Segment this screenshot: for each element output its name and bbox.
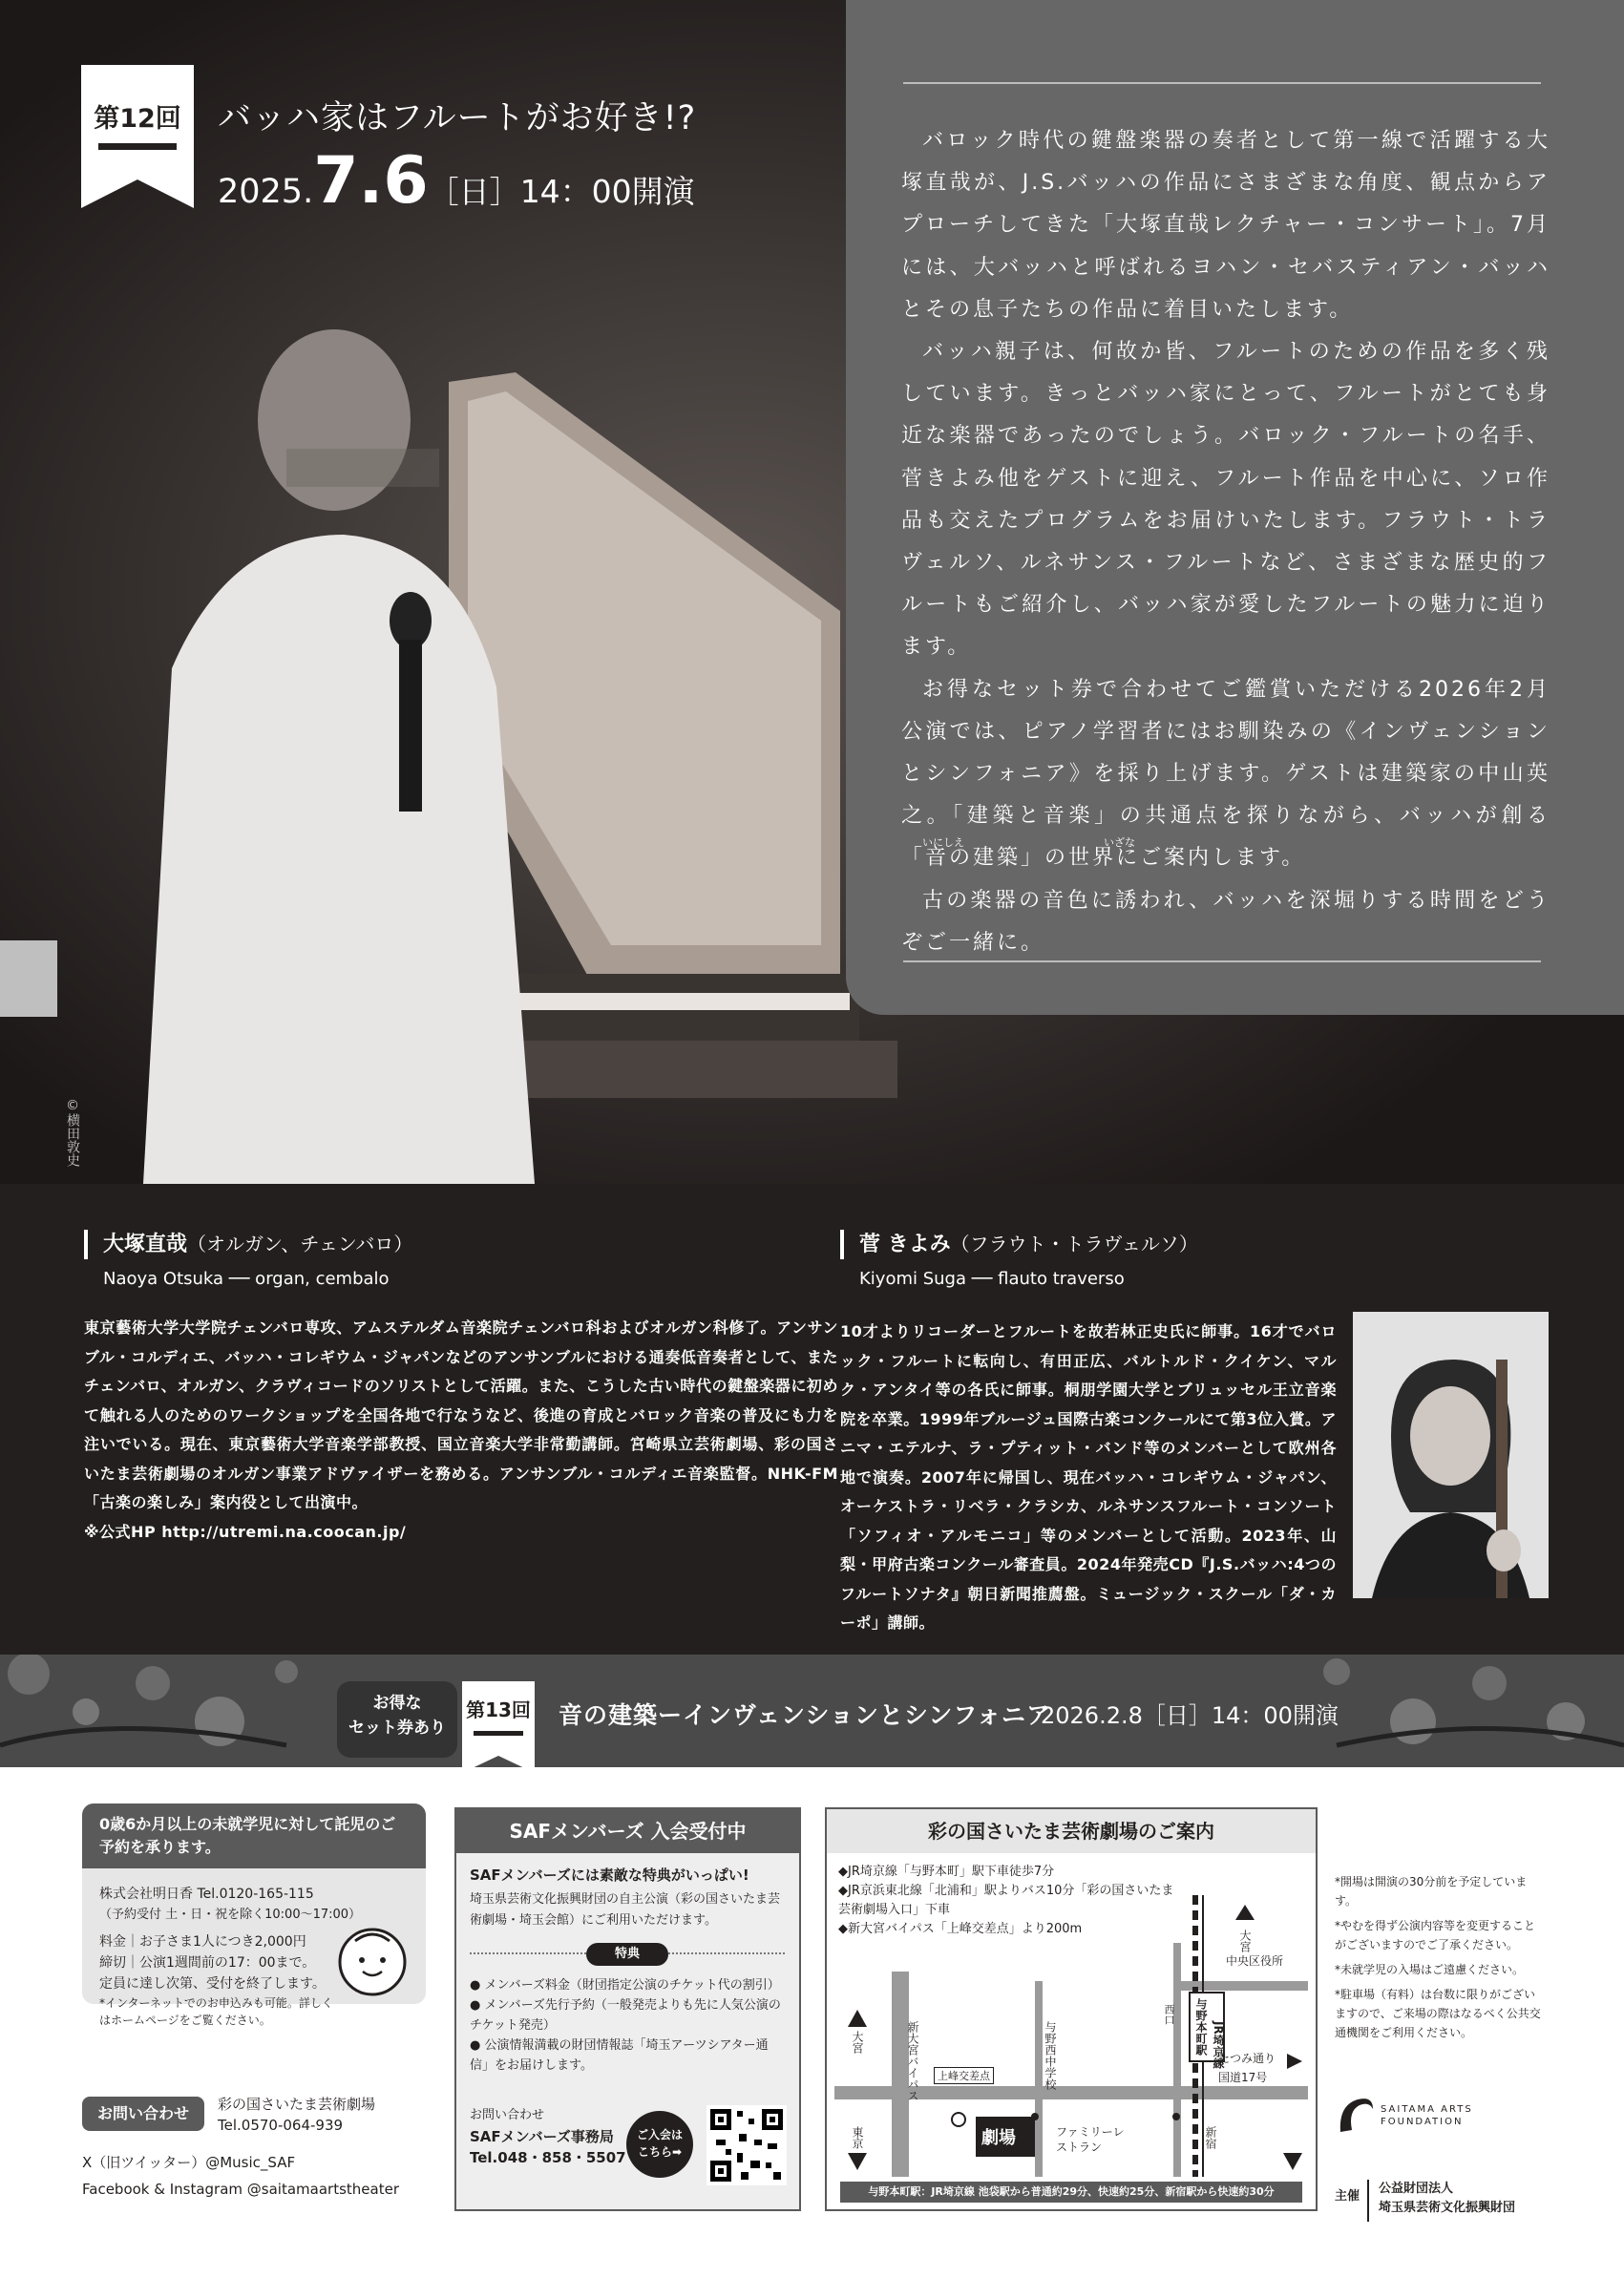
map-label-station: 与野本町駅 xyxy=(1194,1998,1208,2056)
notes xyxy=(1335,1872,1545,2042)
saf-contact xyxy=(470,2105,626,2168)
qr-code-icon[interactable] xyxy=(707,2105,787,2185)
baby-face-icon xyxy=(336,1926,409,1998)
map-label-tokyo: 東京 xyxy=(851,2126,864,2149)
profile-otsuka-name: 大塚直哉 xyxy=(103,1233,188,1256)
saf-contact-tel: Tel.048・858・5507 xyxy=(470,2149,626,2166)
suga-portrait-photo xyxy=(1353,1312,1549,1598)
map-label-omiya-west: 大宮 xyxy=(851,2031,864,2054)
paragraph-1: バロック時代の鍵盤楽器の奏者として第一線で活躍する大塚直哉が、J.S.バッハの作品にさまざまな角度、観点からアプローチしてきた「大塚直哉レクチャー・コンサート」。7月には、大バッハと呼ばれるヨハン・セバスティアン・バッハとその息子たちの作品に着目いたします。 xyxy=(901,129,1550,322)
contact-org: 彩の国さいたま芸術劇場 xyxy=(218,2096,376,2113)
episode-number: 第12回 xyxy=(94,104,181,134)
map-label-omiya-north: 大宮 xyxy=(1238,1930,1252,1952)
x-account[interactable]: X（旧ツイッター）@Music_SAF xyxy=(82,2154,296,2171)
panel-top-rule xyxy=(903,82,1541,84)
set-ticket-badge xyxy=(337,1681,457,1758)
profile-otsuka-name-en: Naoya Otsuka ── organ, cembalo xyxy=(103,1269,390,1289)
profile-otsuka-bio: 東京藝術大学大学院チェンバロ専攻、アムステルダム音楽院チェンバロ科およびオルガン科修了。アンサンブル・コルディエ、バッハ・コレギウム・ジャパンなどのアンサンブルにおける通奏低音奏者として、またチェンバロ、オルガン、クラヴィコードのソリストとして活躍。また、こうした古い時代の鍵盤楽器に初めて触れる人のためのワークショップを全国各地で行なうなど、後進の育成とバロック音楽の普及にも力を注いでいる。現在、東京藝術大学音楽学部教授、国立音楽大学非常勤講師。宮崎県立芸術劇場、彩の国さいたま芸術劇場のオルガン事業アドヴァイザーを務める。アンサンブル・コルディエ音楽監督。NHK-FM「古楽の楽しみ」案内役として出演中。 xyxy=(84,1318,838,1511)
map-label-route17: 国道17号 xyxy=(1218,2071,1268,2084)
saf-perk-3-text: 公演情報満載の財団情報誌「埼玉アーツシアター通信」をお届けします。 xyxy=(470,2038,769,2073)
map-label-tatsumi: たつみ通り xyxy=(1218,2052,1276,2065)
profile-suga-heading xyxy=(840,1230,1337,1259)
profile-otsuka-website: ※公式HP http://utremi.na.coocan.jp/ xyxy=(84,1522,407,1541)
map-label-kamimine: 上峰交差点 xyxy=(934,2067,994,2084)
social-links xyxy=(82,2149,399,2203)
childcare-title: 0歳6か月以上の未就学児に対して託児のご予約を承ります。 xyxy=(82,1803,426,1868)
next-concert-banner xyxy=(0,1655,1624,1767)
access-line-3: ◆新大宮バイパス「上峰交差点」より200m xyxy=(838,1922,1083,1936)
saf-perks-list xyxy=(470,1975,785,2076)
contact-label: お問い合わせ xyxy=(82,2097,204,2131)
ruby-inishie: いにしえ xyxy=(922,836,964,849)
note-3: *未就学児の入場はご遠慮ください。 xyxy=(1335,1963,1525,1976)
set-ticket-text: お得な セット券あり xyxy=(348,1694,446,1738)
saf-perk-2-text: メンバーズ先行予約（一般発売よりも先に人気公演のチケット発売） xyxy=(470,1998,781,2033)
saf-join-button[interactable]: ご入会は こちら➡ xyxy=(626,2111,693,2178)
date-year: 2025. xyxy=(218,173,314,211)
episode-badge xyxy=(81,65,194,208)
childcare-hours: （予約受付 土・日・祝を除く10:00〜17:00） xyxy=(99,1908,362,1922)
facebook-instagram-account[interactable]: Facebook & Instagram @saitamaartstheater xyxy=(82,2181,399,2198)
map-label-jr: JR埼京線 xyxy=(1212,2021,1225,2069)
concert-date xyxy=(218,143,695,219)
saf-contact-label: お問い合わせ xyxy=(470,2108,545,2122)
saf-perk-3: ● 公演情報満載の財団情報誌「埼玉アーツシアター通信」をお届けします。 xyxy=(470,2038,769,2073)
concert-title: バッハ家はフルートがお好き!? xyxy=(218,99,697,137)
note-2: *やむを得ず公演内容等を変更することがございますのでご了承ください。 xyxy=(1335,1919,1536,1951)
description-panel xyxy=(846,0,1624,1015)
profile-suga-bio: 10才よりリコーダーとフルートを故若林正史氏に師事。16才でバロック・フルートに転向し、有田正広、バルトルド・クイケン、マルク・アンタイ等の各氏に師事。桐朋学園大学とブリュッセル王立音楽院を卒業。1999年ブルージュ国際古楽コンクールにて第3位入賞。アニマ・エテルナ、ラ・プティット・バンド等のメンバーとして欧州各地で演奏。2007年に帰国し、現在バッハ・コレギウム・ジャパン、オーケストラ・リベラ・クラシカ、ルネサンスフルート・コンソート「ソフィオ・アルモニコ」等のメンバーとして活動。2023年、山梨・甲府古楽コンクール審査員。2024年発売CD『J.S.バッハ:4つのフルートソナタ』朝日新聞推薦盤。ミュージック・スクール「ダ・カーポ」講師。 xyxy=(840,1322,1337,1632)
profile-suga-name: 菅 きよみ xyxy=(859,1233,951,1256)
map-label-theater: 劇場 xyxy=(981,2128,1016,2148)
map-label-shinjuku: 新宿 xyxy=(1204,2126,1217,2149)
paragraph-2: バッハ親子は、何故か皆、フルートのための作品を多く残しています。きっとバッハ家にとって、フルートがとても身近な楽器であったのでしょう。バロック・フルートの名手、菅きよみ他をゲストに迎え、フルート作品を中心に、ソロ作品も交えたプログラムをお届けいたします。フラウト・トラヴェルソ、ルネサンス・フルートなど、さまざまな歴史的フルートもご紹介し、バッハ家が愛したフルートの魅力に迫ります。 xyxy=(901,340,1550,660)
childcare-deadline: 締切｜公演1週間前の17：00まで。 xyxy=(99,1955,316,1971)
next-concert-title: 音の建築ーインヴェンションとシンフォニア xyxy=(559,1701,1052,1729)
portrait-image xyxy=(1353,1312,1549,1598)
contact-tel: Tel.0570-064-939 xyxy=(218,2117,344,2134)
saf-perk-2: ● メンバーズ先行予約（一般発売よりも先に人気公演のチケット発売） xyxy=(470,1998,781,2033)
profile-suga xyxy=(840,1230,1337,1638)
saf-contact-org: SAFメンバーズ事務局 xyxy=(470,2128,614,2145)
next-concert-date: 2026.2.8［日］14：00開演 xyxy=(1041,1702,1339,1729)
foundation-logo-text: SAITAMA ARTS FOUNDATION xyxy=(1381,2104,1473,2127)
access-box xyxy=(825,1807,1318,2211)
ribbon-badge-shape xyxy=(81,65,194,208)
profile-otsuka xyxy=(84,1230,838,1547)
ruby-izana: いざな xyxy=(1104,836,1135,849)
organizer-divider xyxy=(1367,2180,1369,2222)
childcare-box xyxy=(82,1803,426,2027)
access-line-1: ◆JR埼京線「与野本町」駅下車徒歩7分 xyxy=(838,1865,1055,1879)
saf-perks-label: 特典 xyxy=(586,1943,668,1966)
access-title: 彩の国さいたま芸術劇場のご案内 xyxy=(827,1809,1316,1853)
paragraph-3: お得なセット券で合わせてご鑑賞いただける2026年2月公演では、ピアノ学習者にはお馴染みの《インヴェンションとシンフォニア》を採り上げます。ゲストは建築家の中山英之。「建築と音楽」の共通点を探りながら、バッハが創る「音の建築」の世界にご案内します。 xyxy=(901,677,1550,871)
date-month-day: 7.6 xyxy=(313,143,429,219)
next-episode-badge xyxy=(462,1681,535,1767)
photo-credit: ©横田敦史 xyxy=(65,1098,80,1167)
profile-otsuka-role: （オルガン、チェンバロ） xyxy=(187,1233,413,1255)
map-label-nishiguchi: 西口 xyxy=(1163,2004,1175,2025)
date-weekday: ［日］ xyxy=(428,174,520,210)
map-label-family-restaurant: ファミリーレストラン xyxy=(1056,2125,1125,2154)
map-label-school: 与野西中学校 xyxy=(1044,2021,1057,2090)
organizer-label: 主催 xyxy=(1335,2189,1360,2204)
info-section xyxy=(0,1767,1624,2278)
date-time: 14：00開演 xyxy=(519,173,695,210)
saf-perk-1-text: メンバーズ料金（財団指定公演のチケット代の割引） xyxy=(484,1978,780,1993)
next-episode-number: 第13回 xyxy=(466,1698,531,1721)
organizer-name: 公益財団法人 埼玉県芸術文化振興財団 xyxy=(1379,2182,1516,2215)
profile-suga-name-en: Kiyomi Suga ── flauto traverso xyxy=(859,1269,1125,1289)
paragraph-4: 古の楽器の音色に誘われ、バッハを深堀りする時間をどうぞご一緒に。 xyxy=(901,888,1550,955)
childcare-company: 株式会社明日香 Tel.0120-165-115 xyxy=(99,1887,314,1902)
saf-title: SAFメンバーズ 入会受付中 xyxy=(456,1809,799,1853)
contact-info xyxy=(218,2094,375,2136)
description-text xyxy=(901,120,1550,964)
note-4: *駐車場（有料）は台数に限りがございますので、ご来場の際はなるべく公共交通機関をご利用ください。 xyxy=(1335,1988,1541,2039)
profile-otsuka-heading xyxy=(84,1230,838,1259)
saf-perk-1: ● メンバーズ料金（財団指定公演のチケット代の割引） xyxy=(470,1978,780,1993)
access-line-2: ◆JR京浜東北線「北浦和」駅よりバス10分「彩の国さいたま芸術劇場入口」下車 xyxy=(838,1884,1174,1917)
childcare-fee: 料金｜お子さま1人につき2,000円 xyxy=(99,1934,306,1950)
panel-bottom-rule xyxy=(903,960,1541,962)
map-label-chuoku: 中央区役所 xyxy=(1226,1954,1284,1968)
childcare-note: *インターネットでのお申込みも可能。詳しくはホームページをご覧ください。 xyxy=(99,1996,333,2027)
map-label-bypass: 新大宮バイパス xyxy=(906,2021,919,2101)
saf-members-box xyxy=(454,1807,801,2211)
saf-headline: SAFメンバーズには素敵な特典がいっぱい! xyxy=(470,1867,749,1884)
access-footer: 与野本町駅：JR埼京線 池袋駅から普通約29分、快速約25分、新宿駅から快速約30分 xyxy=(840,2182,1302,2203)
note-1: *開場は開演の30分前を予定しています。 xyxy=(1335,1875,1528,1908)
profile-suga-role: （フラウト・トラヴェルソ） xyxy=(950,1233,1198,1255)
childcare-capacity: 定員に達し次第、受付を終了します。 xyxy=(99,1976,326,1992)
saf-description: 埼玉県芸術文化振興財団の自主公演（彩の国さいたま芸術劇場・埼玉会館）にご利用いただけます。 xyxy=(470,1892,781,1928)
saitama-arts-logo xyxy=(1335,2092,1377,2140)
